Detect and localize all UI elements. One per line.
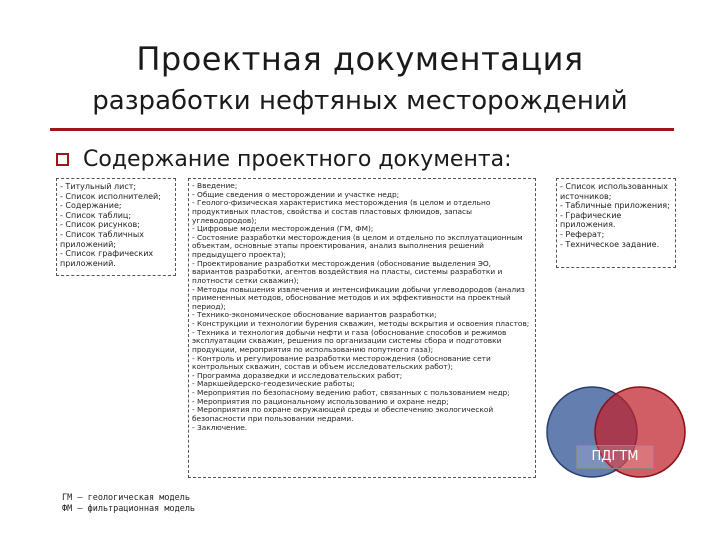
- page-title: Проектная документация: [136, 40, 584, 78]
- list-item: - Мероприятия по безопасному ведению работ, связанных с пользованием недр;: [192, 388, 510, 397]
- venn-logo: [540, 380, 690, 490]
- title-divider: [50, 128, 674, 131]
- right-contents-box: [556, 178, 676, 268]
- list-item: - Реферат;: [560, 229, 605, 239]
- footnote-fm: ФМ – фильтрационная модель: [62, 504, 196, 514]
- list-item: - Табличные приложения;: [560, 201, 670, 211]
- middle-contents-box: [188, 178, 536, 478]
- list-item: - Техника и технология добычи нефти и газа (обоснование способов и режимов эксплуатации скважин, решения по организации системы сбора и подготовки продукции, мероприятия по использованию попутного газа);: [192, 327, 507, 354]
- list-item: - Общие сведения о месторождении и участке недр;: [192, 189, 400, 199]
- list-item: - Список графических приложений.: [60, 249, 154, 268]
- list-item: - Список таблиц;: [60, 210, 132, 220]
- list-item: - Проектирование разработки месторождения (обоснование выделения ЭО, вариантов разработки, агентов воздействия на пласты, системы разработки и плотности сетки скважин);: [192, 258, 503, 285]
- list-item: - Титульный лист;: [60, 182, 137, 191]
- list-item: - Контроль и регулирование разработки месторождения (обоснование сети контрольных скважин, состав и объем исследовательских работ);: [192, 353, 491, 372]
- list-item: - Список использованных источников;: [560, 182, 668, 201]
- list-item: - Введение;: [192, 181, 238, 190]
- list-item: - Программа доразведки и исследовательских работ;: [192, 370, 403, 380]
- section-heading: Содержание проектного документа:: [83, 147, 512, 172]
- list-item: - Список рисунков;: [60, 220, 140, 230]
- list-item: - Методы повышения извлечения и интенсификации добычи углеводородов (анализ примененных методов, обоснование методов и их эффективности на проектный период);: [192, 284, 525, 311]
- section-heading-row: [56, 147, 512, 172]
- list-item: - Мероприятия по рациональному использованию и охране недр;: [192, 396, 449, 406]
- left-contents-box: [56, 178, 176, 276]
- footnote-gm: ГМ – геологическая модель: [62, 493, 190, 503]
- list-item: - Конструкции и технологии бурения скважин, методы вскрытия и освоения пластов;: [192, 319, 530, 328]
- footnotes: [62, 493, 195, 515]
- list-item: - Список табличных приложений;: [60, 229, 144, 249]
- list-item: - Мероприятия по охране окружающей среды и обеспечению экологической безопасности при пользовании недрами.: [192, 405, 494, 423]
- list-item: - Техническое задание.: [560, 239, 660, 249]
- list-item: - Технико-экономическое обоснование вариантов разработки;: [192, 310, 437, 320]
- list-item: - Список исполнителей;: [60, 191, 161, 201]
- page-subtitle: разработки нефтяных месторождений: [92, 86, 628, 116]
- list-item: - Заключение.: [192, 422, 248, 432]
- list-item: - Маркшейдерско-геодезические работы;: [192, 379, 355, 389]
- logo-label: ПДГТМ: [576, 445, 654, 469]
- list-item: - Графические приложения.: [560, 210, 622, 230]
- list-item: - Содержание;: [60, 201, 122, 211]
- square-bullet-icon: [56, 153, 69, 166]
- list-item: - Цифровые модели месторождения (ГМ, ФМ);: [192, 224, 374, 234]
- list-item: - Геолого-физическая характеристика месторождения (в целом и отдельно продуктивных пластов, свойства и состав пластовых флюидов, запасы углеводородов);: [192, 198, 491, 225]
- list-item: - Состояние разработки месторождения (в целом и отдельно по эксплуатационным объектам, основные этапы проектирования, анализ выполнения решений предыдущего проекта);: [192, 232, 523, 259]
